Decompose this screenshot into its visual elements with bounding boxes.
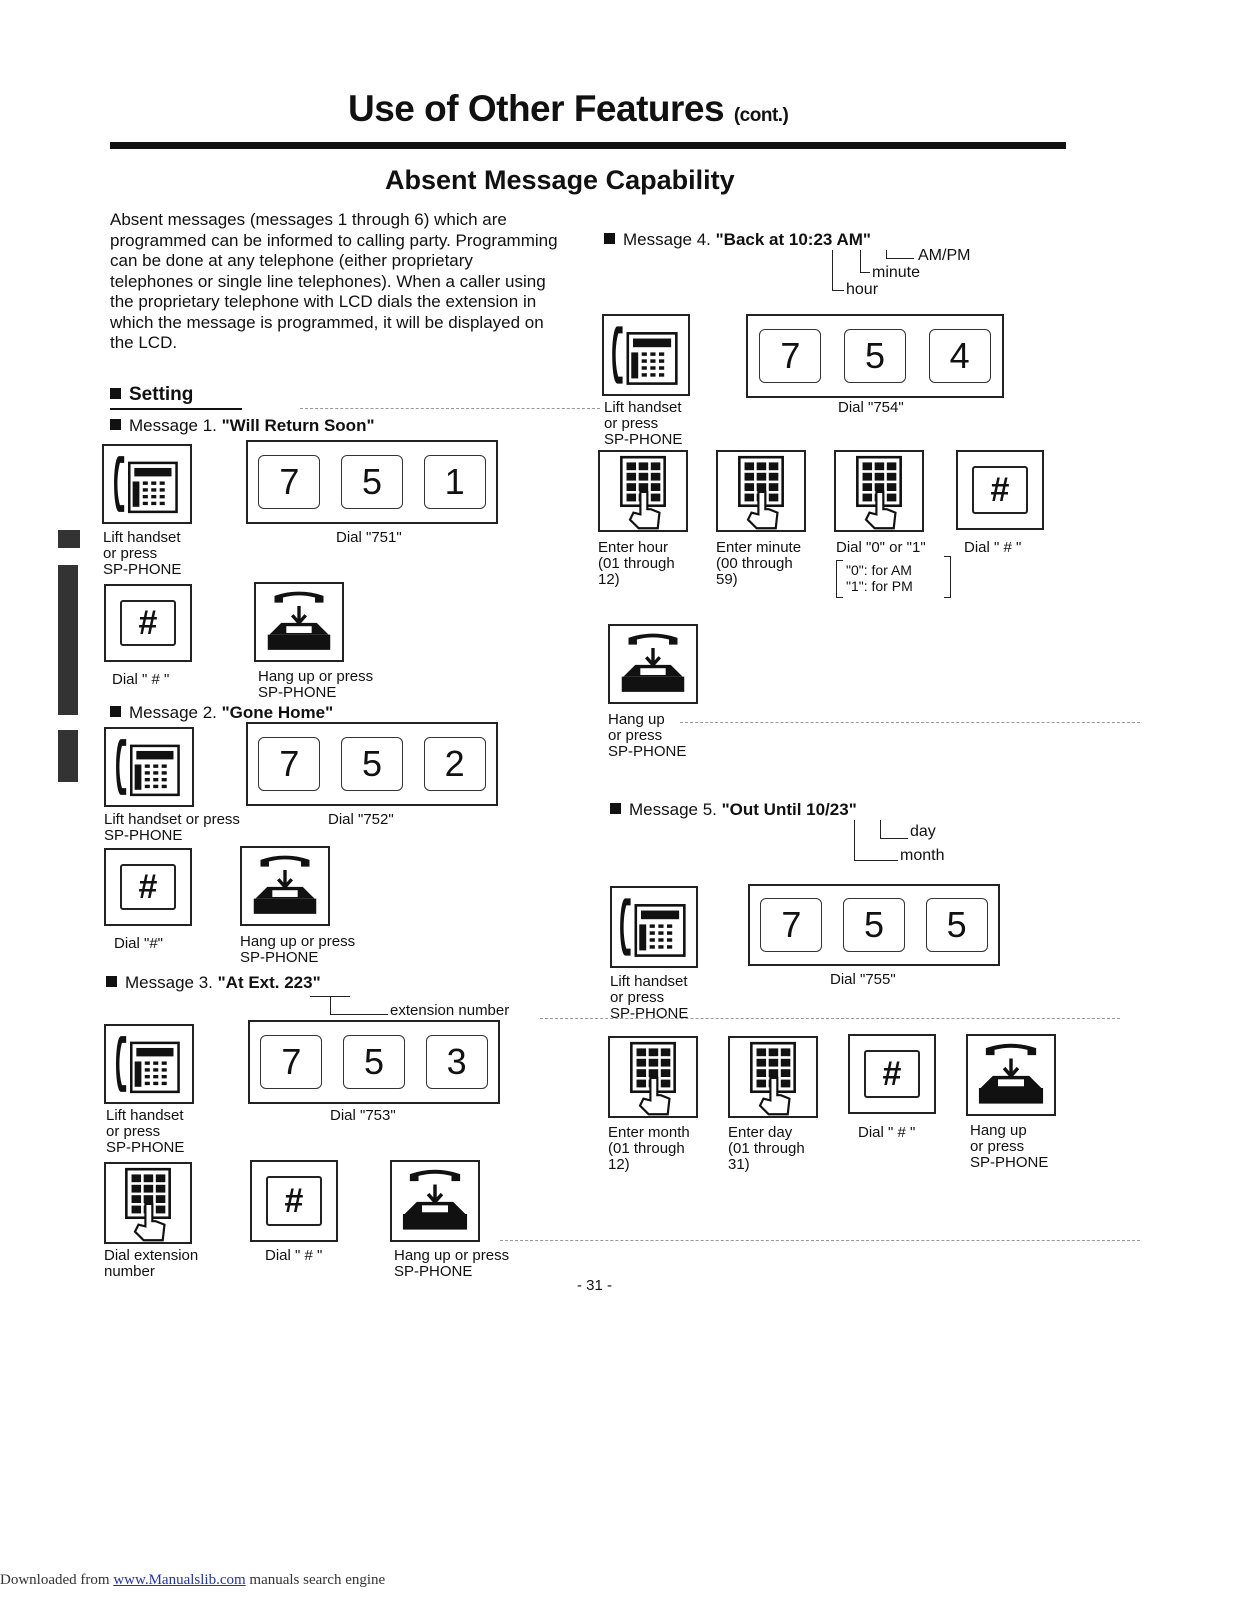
caption-dial: Dial "754" — [838, 399, 904, 416]
keypad-icon — [716, 450, 806, 532]
dial-display — [246, 440, 498, 524]
dial-display — [248, 1020, 500, 1104]
hash-key-icon — [104, 848, 192, 926]
dial-display — [246, 722, 498, 806]
hash-symbol: # — [120, 600, 176, 646]
hour-note: hour — [846, 281, 879, 298]
extension-note: extension number — [390, 1002, 510, 1019]
caption-lift: Lift handset or press SP-PHONE — [604, 399, 683, 448]
setting-label: Setting — [129, 384, 194, 405]
message-name: "Will Return Soon" — [221, 416, 375, 435]
bracket — [860, 250, 861, 272]
caption-month: Enter month (01 through 12) — [608, 1124, 690, 1173]
message-2-heading — [110, 703, 333, 723]
message-label: Message 2. — [129, 703, 222, 722]
hash-symbol: # — [266, 1176, 322, 1226]
keypad-icon — [728, 1036, 818, 1118]
footer — [0, 1572, 385, 1589]
dial-display — [748, 884, 1000, 966]
bracket — [880, 838, 908, 839]
hash-key-icon — [104, 584, 192, 662]
setting-heading — [110, 384, 242, 410]
digit: 5 — [341, 737, 403, 791]
scan-line — [500, 1240, 1140, 1241]
message-name: "At Ext. 223" — [217, 973, 321, 992]
message-1-heading — [110, 416, 375, 436]
bullet-icon — [604, 233, 615, 244]
hash-key-icon — [848, 1034, 936, 1114]
hang-up-icon — [390, 1160, 480, 1242]
bracket — [854, 860, 898, 861]
keypad-icon — [608, 1036, 698, 1118]
keypad-icon — [104, 1162, 192, 1244]
lift-handset-icon — [610, 886, 698, 968]
caption-hang: Hang up or press SP-PHONE — [970, 1122, 1049, 1171]
bracket — [832, 290, 844, 291]
bullet-icon — [110, 706, 121, 717]
digit: 7 — [760, 898, 822, 952]
keypad-icon — [598, 450, 688, 532]
digit: 5 — [343, 1035, 405, 1089]
caption-dial: Dial "753" — [330, 1107, 396, 1124]
bracket — [330, 1014, 388, 1015]
bracket — [854, 820, 855, 860]
bracket — [944, 556, 951, 598]
bracket — [330, 996, 331, 1014]
hang-up-icon — [240, 846, 330, 926]
caption-lift: Lift handset or press SP-PHONE — [106, 1107, 185, 1156]
caption-day: Enter day (01 through 31) — [728, 1124, 805, 1173]
bullet-icon — [110, 419, 121, 430]
caption-lift: Lift handset or press SP-PHONE — [104, 811, 240, 844]
scan-line — [540, 1018, 1120, 1019]
digit: 5 — [844, 329, 906, 383]
caption-dial: Dial "755" — [830, 971, 896, 988]
message-label: Message 4. — [623, 230, 716, 249]
hang-up-icon — [966, 1034, 1056, 1116]
caption-am: "0": for AM — [846, 562, 912, 578]
caption-hang: Hang up or press SP-PHONE — [608, 711, 687, 760]
day-note: day — [910, 823, 936, 840]
dial-display — [746, 314, 1004, 398]
caption-hang: Hang up or press SP-PHONE — [240, 933, 356, 966]
digit: 7 — [258, 455, 320, 509]
intro-paragraph: Absent messages (messages 1 through 6) which are programmed can be informed to calling party. Programming can be done at any telephone (either proprietary telephones or single line telephones). When a caller using the proprietary telephone with LCD dials the extension in which the message is programmed, it will be displayed on the LCD. — [110, 210, 558, 352]
hang-up-icon — [608, 624, 698, 704]
bullet-icon — [610, 803, 621, 814]
footer-link[interactable]: www.Manualslib.com — [113, 1572, 246, 1588]
digit: 5 — [926, 898, 988, 952]
message-label: Message 3. — [125, 973, 218, 992]
scan-artifact — [58, 530, 80, 548]
title-rule — [110, 142, 1066, 149]
caption-lift: Lift handset or press SP-PHONE — [103, 529, 182, 578]
title-text: Use of Other Features — [348, 88, 725, 129]
bracket — [886, 258, 914, 259]
message-4-heading — [604, 230, 871, 250]
lift-handset-icon — [104, 1024, 194, 1104]
digit: 5 — [341, 455, 403, 509]
caption-hour: Enter hour (01 through 12) — [598, 539, 675, 588]
digit: 7 — [759, 329, 821, 383]
hash-symbol: # — [972, 466, 1028, 514]
bracket — [860, 272, 870, 273]
section-title: Absent Message Capability — [385, 165, 735, 195]
bracket — [836, 560, 843, 598]
ampm-note: AM/PM — [918, 247, 971, 264]
footer-prefix: Downloaded from — [0, 1572, 114, 1588]
hang-up-icon — [254, 582, 344, 662]
caption-hash: Dial " # " — [858, 1124, 916, 1141]
lift-handset-icon — [602, 314, 690, 396]
hash-key-icon — [250, 1160, 338, 1242]
digit: 7 — [258, 737, 320, 791]
digit: 5 — [843, 898, 905, 952]
hash-symbol: # — [864, 1050, 920, 1098]
digit: 2 — [424, 737, 486, 791]
digit: 7 — [260, 1035, 322, 1089]
message-name: "Gone Home" — [221, 703, 334, 722]
bracket — [880, 820, 881, 838]
scan-artifact — [58, 730, 78, 782]
digit: 4 — [929, 329, 991, 383]
message-name: "Out Until 10/23" — [721, 800, 857, 819]
lift-handset-icon — [104, 727, 194, 807]
caption-hash: Dial " # " — [265, 1247, 323, 1264]
scan-artifact — [58, 565, 78, 715]
digit: 1 — [424, 455, 486, 509]
hash-symbol: # — [120, 864, 176, 910]
bullet-icon — [106, 976, 117, 987]
message-name: "Back at 10:23 AM" — [715, 230, 871, 249]
page-number: - 31 - — [577, 1277, 613, 1294]
digit: 3 — [426, 1035, 488, 1089]
caption-hash: Dial " # " — [964, 539, 1022, 556]
caption-dial: Dial "751" — [336, 529, 402, 546]
scan-line — [300, 408, 600, 409]
message-5-heading — [610, 800, 857, 820]
caption-keypad: Dial extension number — [104, 1247, 199, 1280]
hash-key-icon — [956, 450, 1044, 530]
bracket — [832, 250, 833, 290]
caption-ampm-dial: Dial "0" or "1" — [836, 539, 926, 556]
page-title — [348, 88, 788, 130]
caption-hash: Dial "#" — [114, 935, 163, 952]
title-suffix: (cont.) — [733, 105, 789, 126]
message-label: Message 1. — [129, 416, 222, 435]
caption-hang: Hang up or press SP-PHONE — [394, 1247, 510, 1280]
bullet-icon — [110, 388, 121, 399]
lift-handset-icon — [102, 444, 192, 524]
caption-minute: Enter minute (00 through 59) — [716, 539, 802, 588]
caption-hang: Hang up or press SP-PHONE — [258, 668, 374, 701]
message-label: Message 5. — [629, 800, 722, 819]
caption-hash: Dial " # " — [112, 671, 170, 688]
bracket — [886, 250, 887, 258]
message-3-heading — [106, 973, 321, 993]
keypad-icon — [834, 450, 924, 532]
scan-line — [680, 722, 1140, 723]
caption-dial: Dial "752" — [328, 811, 394, 828]
minute-note: minute — [872, 264, 921, 281]
caption-pm: "1": for PM — [846, 578, 913, 594]
footer-suffix: manuals search engine — [245, 1572, 386, 1588]
month-note: month — [900, 847, 945, 864]
caption-lift: Lift handset or press SP-PHONE — [610, 973, 689, 1022]
